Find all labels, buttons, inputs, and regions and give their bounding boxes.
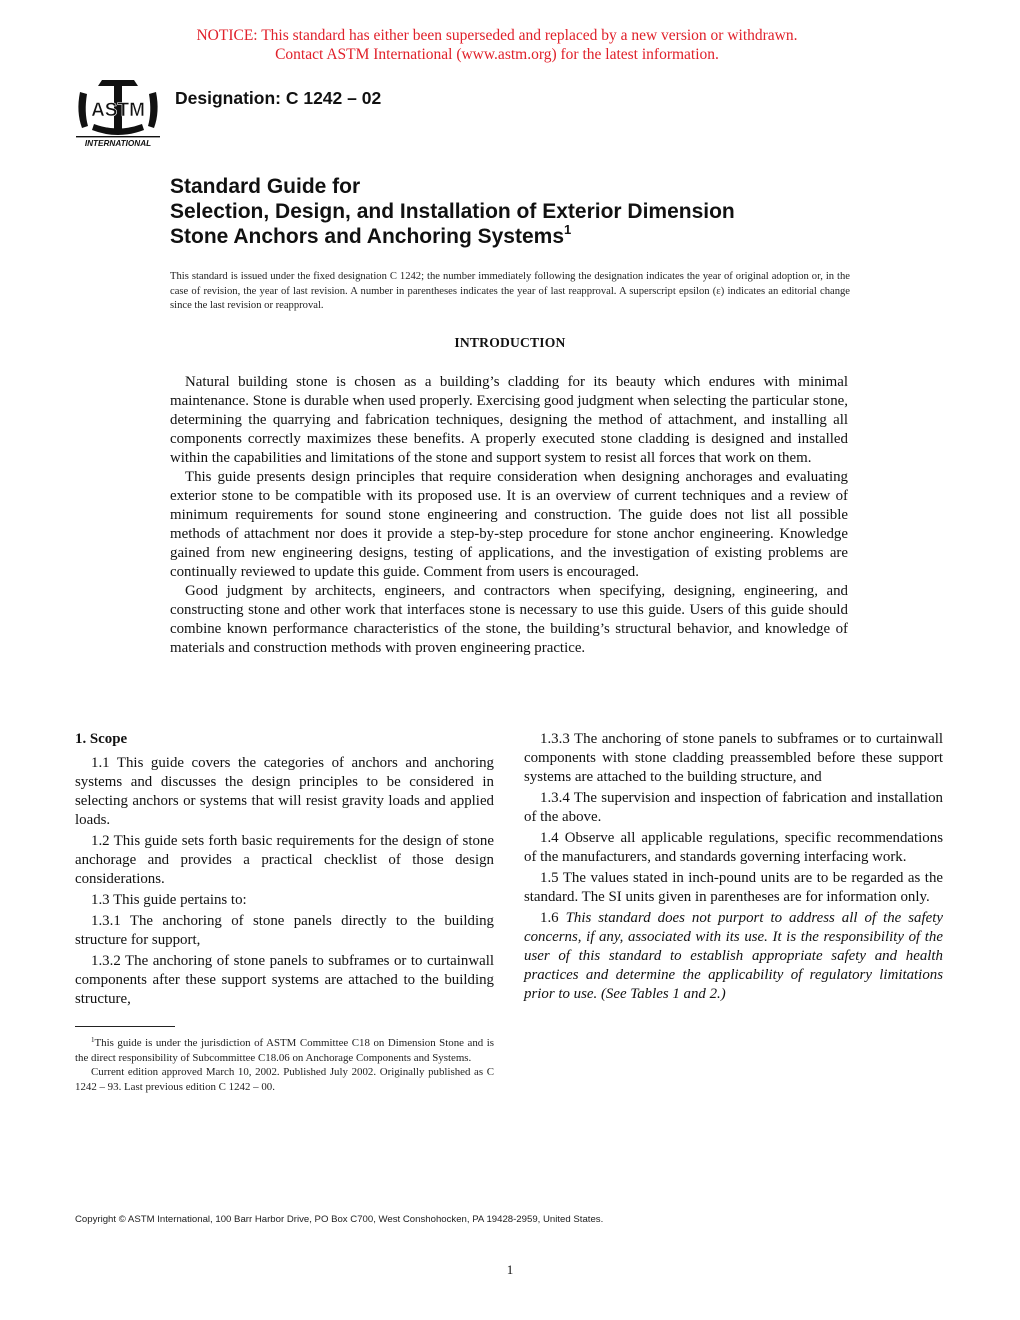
title-line-2: Selection, Design, and Installation of Exterior Dimension <box>170 200 735 223</box>
footnote-2: Current edition approved March 10, 2002. Published July 2002. Originally published as C 1242 – 93. Last previous edition C 1242 – 00. <box>75 1066 494 1093</box>
footnote-1: This guide is under the jurisdiction of ASTM Committee C18 on Dimension Stone and is the direct responsibility of Subcommittee C18.06 on Anchorage Components and Systems. <box>75 1037 494 1064</box>
issue-note: This standard is issued under the fixed designation C 1242; the number immediately following the designation indicates the year of original adoption or, in the case of revision, the year of last revision. A number in parentheses indicates the year of last reapproval. A superscript epsilon (ε) indicates an editorial change since the last revision or reapproval. <box>170 271 850 312</box>
footnote-mark: 1 <box>91 1036 95 1044</box>
scope-item-number: 1.6 <box>540 910 566 926</box>
scope-item: 1.1 This guide covers the categories of anchors and anchoring systems and discusses the design principles to be considered in selecting anchors or systems that will resist gravity loads and applied loads. <box>75 755 494 828</box>
scope-item: 1.4 Observe all applicable regulations, specific recommendations of the manufacturers, and standards governing interfacing work. <box>524 830 943 865</box>
scope-heading: 1. Scope <box>75 731 128 747</box>
scope-left-column <box>75 730 494 1009</box>
designation: Designation: C 1242 – 02 <box>175 88 382 108</box>
introduction-heading: INTRODUCTION <box>454 335 566 350</box>
introduction-body <box>170 373 848 658</box>
intro-paragraph: This guide presents design principles that require consideration when designing anchorages and evaluating exterior stone to be compatible with its proposed use. It is an overview of current techniques and a review of minimum requirements for sound stone engineering and construction. The guide does not list all possible methods of attachment nor does it provide a step-by-step procedure for stone anchor engineering. Knowledge gained from new engineering designs, testing of applications, and the investigation of existing problems are continually reviewed to update this guide. Comment from users is encouraged. <box>170 469 848 580</box>
logo-org: INTERNATIONAL <box>84 139 152 148</box>
notice-line-2: Contact ASTM International (www.astm.org) for the latest information. <box>275 46 719 63</box>
scope-item: 1.3 This guide pertains to: <box>91 892 247 908</box>
safety-statement: This standard does not purport to address all of the safety concerns, if any, associated with its use. It is the responsibility of the user of this standard to establish appropriate safety and health practices and determine the applicability of regulatory limitations prior to use. (See Tables 1 and 2.) <box>524 910 943 1002</box>
footnote-divider <box>75 1026 175 1027</box>
copyright-line: Copyright © ASTM International, 100 Barr Harbor Drive, PO Box C700, West Conshohocken, PA 19428-2959, United States. <box>75 1214 604 1225</box>
scope-right-column <box>524 730 943 1004</box>
scope-item: 1.5 The values stated in inch-pound units are to be regarded as the standard. The SI units given in parentheses are for information only. <box>524 870 943 905</box>
scope-item: 1.3.1 The anchoring of stone panels directly to the building structure for support, <box>75 913 494 948</box>
footnotes <box>75 1036 494 1094</box>
scope-item: 1.3.2 The anchoring of stone panels to subframes or to curtainwall components after these support systems are attached to the building structure, <box>75 953 494 1007</box>
title-footnote-mark: 1 <box>564 222 572 237</box>
notice-line-1: NOTICE: This standard has either been superseded and replaced by a new version or withdrawn. <box>196 27 798 44</box>
scope-item: 1.2 This guide sets forth basic requirements for the design of stone anchorage and provides a practical checklist of those design considerations. <box>75 833 494 887</box>
scope-item: 1.3.4 The supervision and inspection of fabrication and installation of the above. <box>524 790 943 825</box>
supersession-notice <box>0 26 994 64</box>
page-number: 1 <box>506 1262 514 1277</box>
document-title <box>170 174 930 249</box>
title-line-3: Stone Anchors and Anchoring Systems <box>170 225 565 248</box>
scope-item-safety <box>524 909 943 1004</box>
intro-paragraph: Natural building stone is chosen as a building’s cladding for its beauty which endures with minimal maintenance. Stone is durable when used properly. Exercising good judgment when selecting the particular stone, determining the quarrying and fabrication techniques, designing the method of attachment, and installing all components correctly maximizes these benefits. A properly executed stone cladding is designed and installed within the capabilities and limitations of the stone and support system to resist all forces that work on them. <box>170 374 848 466</box>
intro-paragraph: Good judgment by architects, engineers, and contractors when specifying, designing, engineering, and constructing stone and other work that interfaces stone is necessary to use this guide. Users of this guide should combine known performance characteristics of the stone, the building’s structural behavior, and knowledge of materials and construction methods with proven engineering practice. <box>170 583 848 656</box>
title-line-1: Standard Guide for <box>170 175 361 198</box>
scope-item: 1.3.3 The anchoring of stone panels to subframes or to curtainwall components with stone cladding preassembled before these support systems are attached to the building structure, and <box>524 731 943 785</box>
astm-logo-icon <box>72 76 164 150</box>
logo-letters: ASTM <box>91 100 145 121</box>
